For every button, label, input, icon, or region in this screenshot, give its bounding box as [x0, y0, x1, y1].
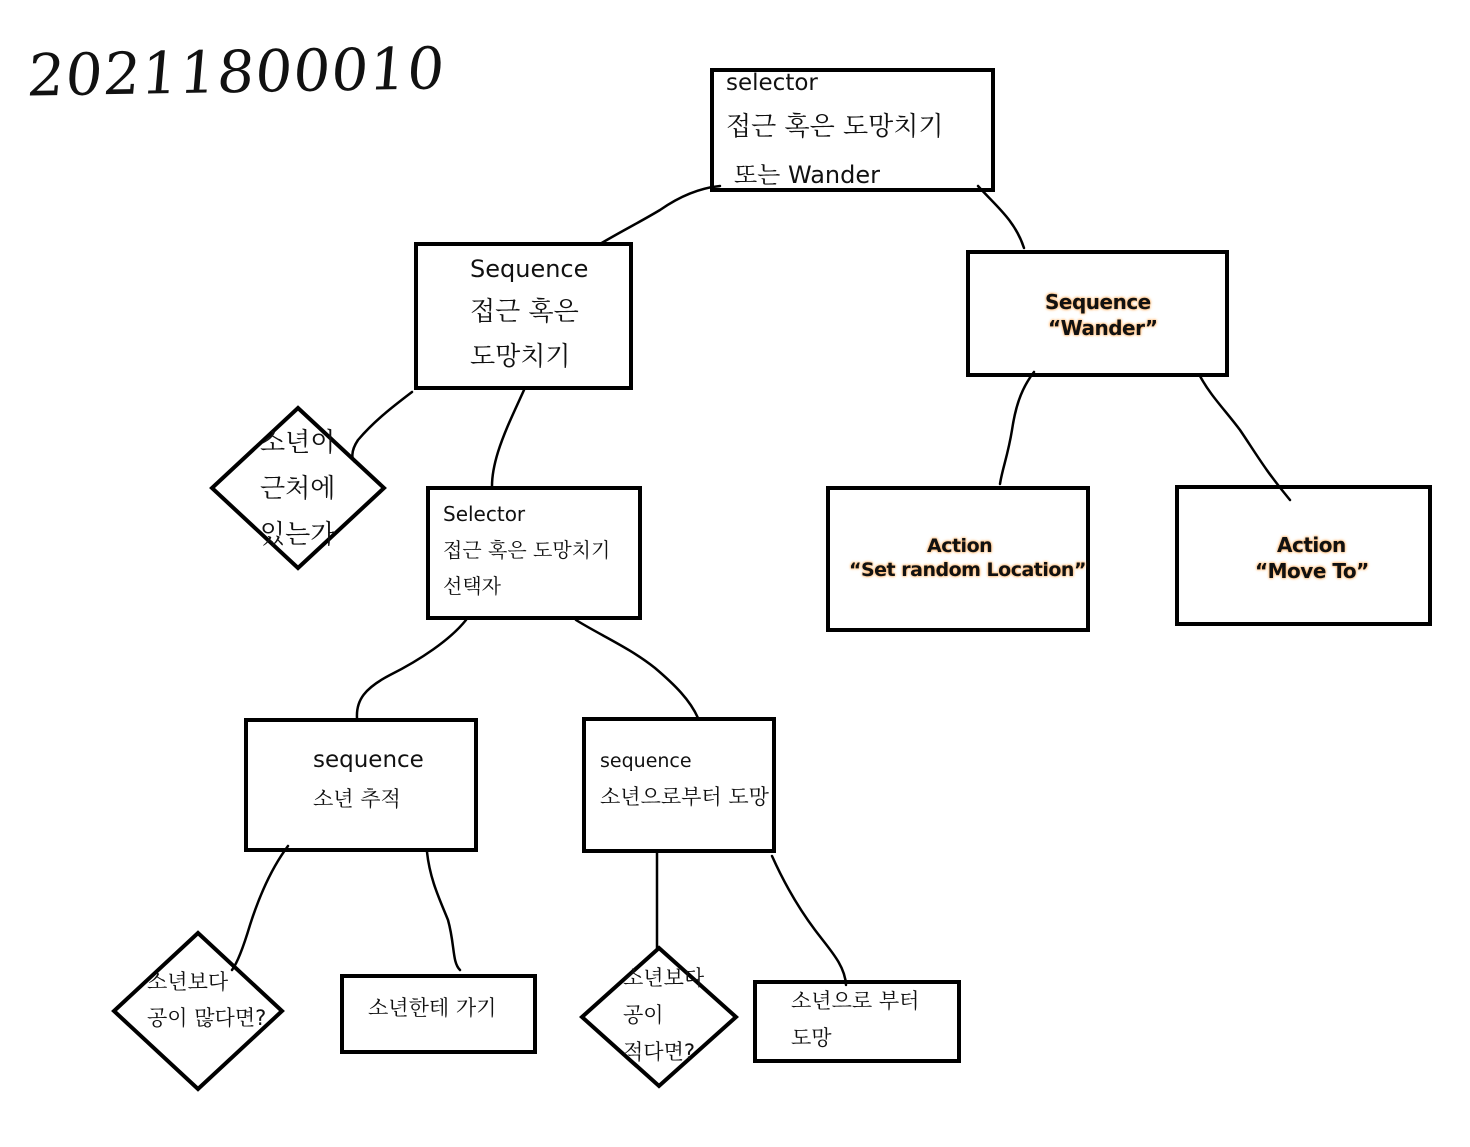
act-move-type-label: Action [1277, 533, 1346, 557]
edge-sel-choose-seq-flee [576, 620, 698, 718]
sel-choose-line1: 접근 혹은 도망치기 [443, 538, 611, 562]
student-id-handwritten: 20211800010 [24, 34, 449, 110]
cond-more-line2: 공이 많다면? [147, 1006, 267, 1030]
cond-near-line2: 근처에 [260, 474, 336, 504]
act-move-line1: “Move To” [1255, 559, 1369, 583]
edge-seq-flee-act-flee [772, 856, 846, 985]
edge-root-seq-approach [600, 186, 720, 244]
act-go-line1: 소년한테 가기 [368, 996, 497, 1020]
act-random-type-label: Action [927, 535, 993, 557]
seq-wander-line1: “Wander” [1048, 316, 1158, 340]
cond-less-line1: 소년보다 [623, 966, 705, 990]
act-random-line1: “Set random Location” [849, 559, 1086, 581]
edge-seq-chase-act-go [427, 852, 460, 970]
act-flee-line1: 소년으로 부터 [791, 989, 920, 1013]
cond-near-line3: 있는가 [260, 520, 336, 550]
sel-choose-line2: 선택자 [443, 574, 501, 598]
edge-seq-approach-sel-choose [492, 390, 524, 486]
seq-flee-type-label: sequence [600, 750, 692, 772]
cond-more-line1: 소년보다 [147, 970, 229, 994]
edge-seq-wander-act-move [1200, 376, 1290, 500]
edge-sel-choose-seq-chase [357, 620, 466, 718]
act-flee-line2: 도망 [791, 1026, 832, 1050]
sel-choose-type-label: Selector [443, 502, 526, 526]
seq-wander-type-label: Sequence [1045, 290, 1151, 314]
root-line2: 또는 Wander [734, 161, 880, 189]
cond-less-line3: 적다면? [623, 1040, 696, 1064]
seq-chase-line1: 소년 추적 [313, 787, 401, 811]
root-line1: 접근 혹은 도망치기 [726, 112, 944, 142]
cond-near-line1: 소년이 [260, 428, 336, 458]
root-type-label: selector [726, 70, 818, 96]
node-sequence-chase-boy [244, 718, 478, 852]
edge-root-seq-wander [978, 186, 1024, 248]
cond-less-line2: 공이 [623, 1003, 664, 1027]
seq-approach-type-label: Sequence [470, 255, 589, 283]
edge-seq-wander-act-random [1000, 372, 1034, 484]
seq-approach-line1: 접근 혹은 [470, 297, 579, 327]
seq-flee-line1: 소년으로부터 도망 [600, 785, 769, 809]
seq-chase-type-label: sequence [313, 747, 424, 773]
seq-approach-line2: 도망치기 [470, 342, 571, 372]
